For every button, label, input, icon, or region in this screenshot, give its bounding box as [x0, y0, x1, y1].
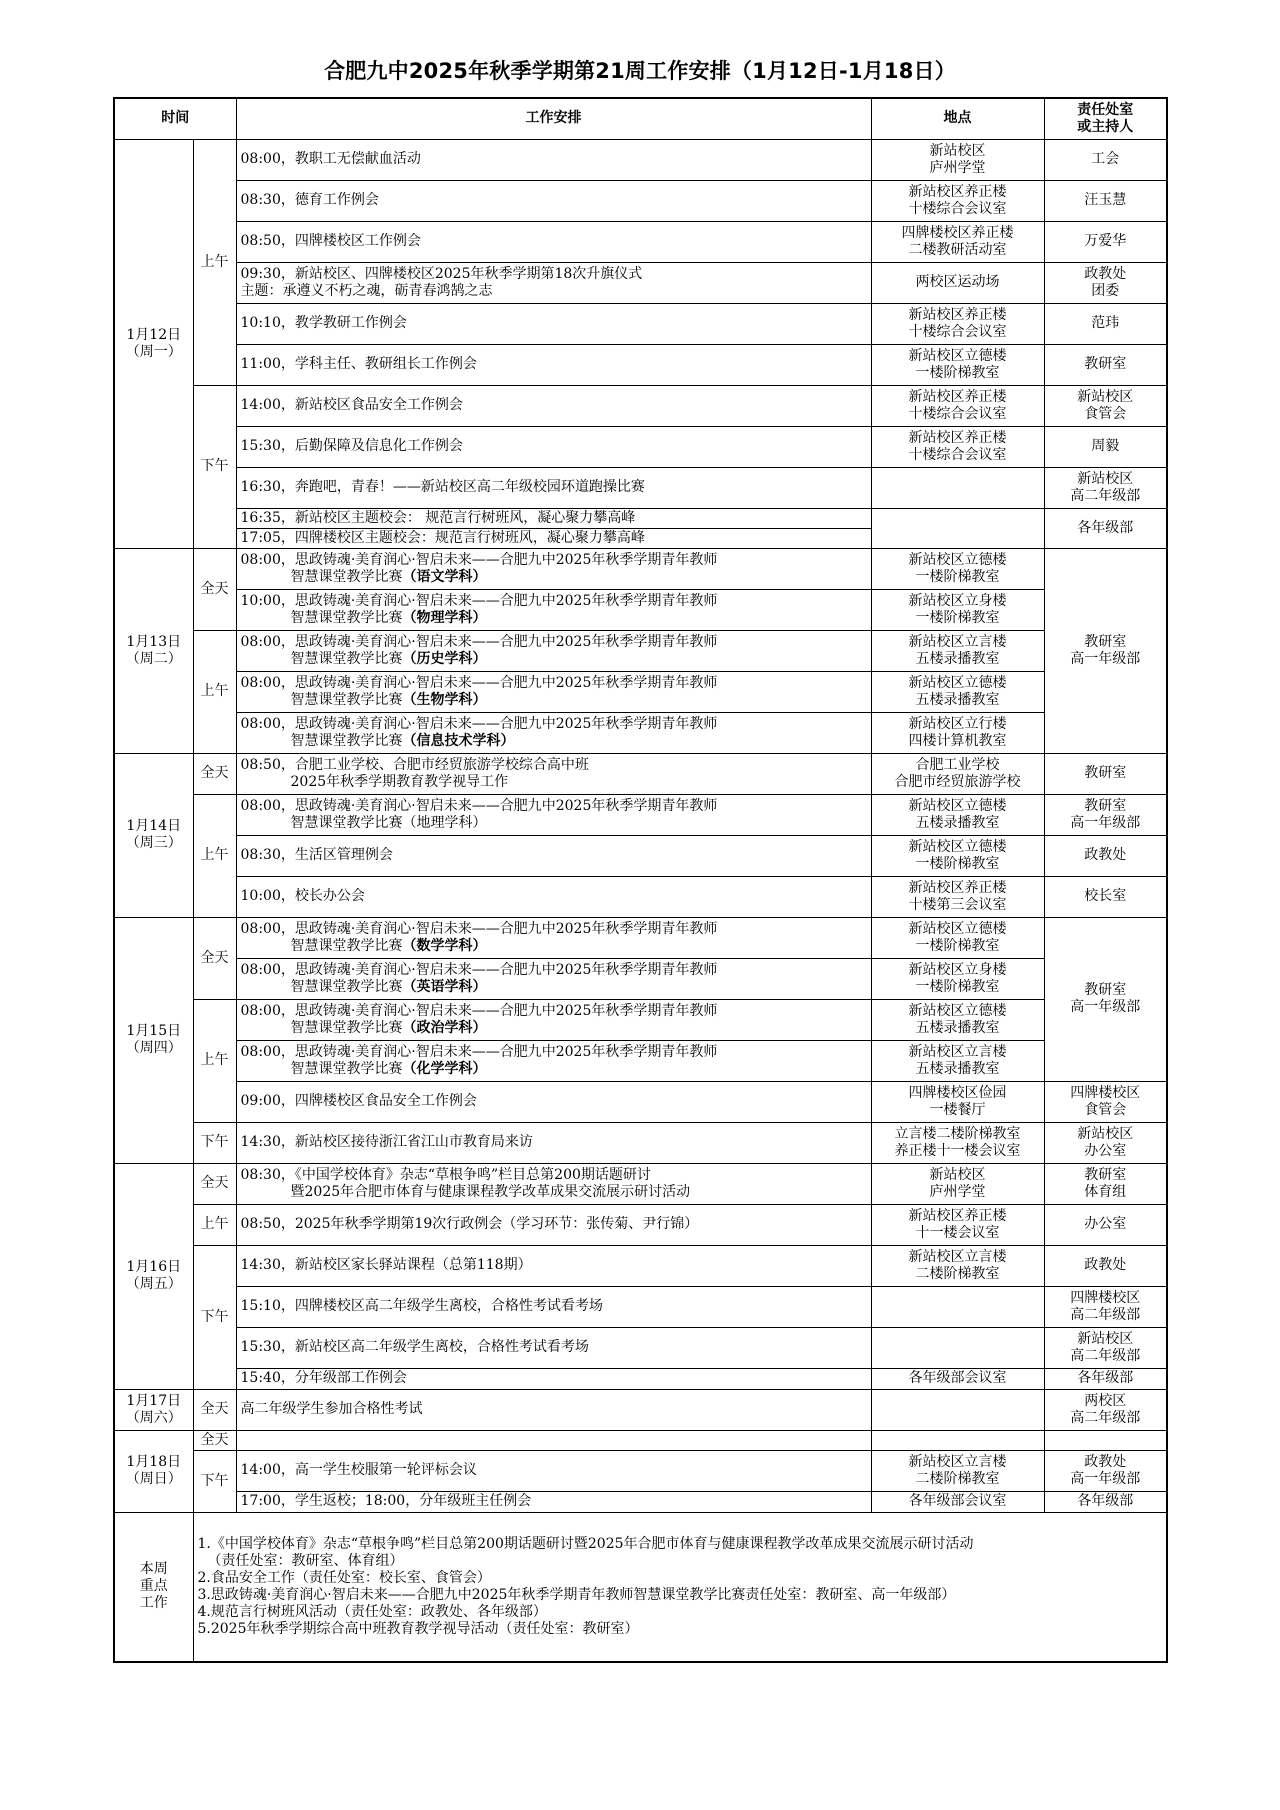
table-row [114, 794, 1167, 835]
task-cell: 15:30，新站校区高二年级学生离校，合格性考试看考场 [236, 1327, 871, 1368]
responsible-cell: 新站校区 高二年级部 [1044, 1327, 1167, 1368]
task-cell: 08:50，四牌楼校区工作例会 [236, 221, 871, 262]
table-row [114, 467, 1167, 508]
task-cell: 14:30，新站校区接待浙江省江山市教育局来访 [236, 1122, 871, 1163]
task-cell: 08:00，思政铸魂·美育润心·智启未来——合肥九中2025年秋季学期青年教师 智慧课堂教学比赛（地理学科） [236, 794, 871, 835]
location-cell: 新站校区立德楼 五楼录播教室 [871, 671, 1044, 712]
table-row [114, 426, 1167, 467]
location-cell: 新站校区立身楼 一楼阶梯教室 [871, 958, 1044, 999]
location-cell: 新站校区立德楼 五楼录播教室 [871, 794, 1044, 835]
table-row [114, 262, 1167, 303]
table-row [114, 1245, 1167, 1286]
location-cell: 合肥工业学校 合肥市经贸旅游学校 [871, 753, 1044, 794]
period-pm: 下午 [193, 1122, 236, 1163]
responsible-cell: 教研室 高一年级部 [1044, 917, 1167, 1081]
day-cell-mon: 1月12日 （周一） [114, 139, 193, 548]
notes-label: 本周 重点 工作 [114, 1512, 193, 1662]
task-cell: 15:10，四牌楼校区高二年级学生离校，合格性考试看考场 [236, 1286, 871, 1327]
responsible-cell: 周毅 [1044, 426, 1167, 467]
note-item: 5.2025年秋季学期综合高中班教育教学视导活动（责任处室：教研室） [197, 1620, 639, 1637]
location-cell: 新站校区 庐州学堂 [871, 1163, 1044, 1204]
header-time: 时间 [114, 98, 236, 139]
table-row [114, 712, 1167, 753]
note-item: 2.食品安全工作（责任处室：校长室、食管会） [197, 1569, 491, 1586]
header-row [114, 98, 1167, 139]
responsible-cell: 各年级部 [1044, 508, 1167, 548]
period-am: 上午 [193, 630, 236, 753]
task-cell: 11:00，学科主任、教研组长工作例会 [236, 344, 871, 385]
responsible-cell: 汪玉慧 [1044, 180, 1167, 221]
task-cell: 08:00，思政铸魂·美育润心·智启未来——合肥九中2025年秋季学期青年教师 智慧课堂教学比赛（政治学科） [236, 999, 871, 1040]
task-cell: 17:00，学生返校；18:00，分年级班主任例会 [236, 1491, 871, 1512]
table-row [114, 1430, 1167, 1450]
note-item-sub: （责任处室：教研室、体育组） [207, 1552, 404, 1569]
table-row [114, 1491, 1167, 1512]
day-cell-sun: 1月18日 （周日） [114, 1430, 193, 1512]
location-cell [871, 508, 1044, 548]
period-pm: 下午 [193, 1245, 236, 1389]
task-cell: 16:35，新站校区主题校会： 规范言行树班风，凝心聚力攀高峰 [236, 508, 871, 528]
day-cell-wed: 1月14日 （周三） [114, 753, 193, 917]
task-cell: 14:30，新站校区家长驿站课程（总第118期） [236, 1245, 871, 1286]
notes-row [114, 1512, 1167, 1662]
task-cell: 高二年级学生参加合格性考试 [236, 1389, 871, 1430]
task-cell: 15:30，后勤保障及信息化工作例会 [236, 426, 871, 467]
table-row [114, 1368, 1167, 1389]
page-title: 合肥九中2025年秋季学期第21周工作安排（1月12日-1月18日） [324, 59, 956, 83]
location-cell: 立言楼二楼阶梯教室 养正楼十一楼会议室 [871, 1122, 1044, 1163]
task-cell: 10:00，校长办公会 [236, 876, 871, 917]
period-allday: 全天 [193, 753, 236, 794]
responsible-cell: 政教处 [1044, 1245, 1167, 1286]
task-cell: 08:30，《中国学校体育》杂志“草根争鸣”栏目总第200期话题研讨 暨2025年合肥市体育与健康课程教学改革成果交流展示研讨活动 [236, 1163, 871, 1204]
table-row [114, 303, 1167, 344]
task-cell: 08:30，生活区管理例会 [236, 835, 871, 876]
table-row [114, 917, 1167, 958]
location-cell: 新站校区养正楼 十楼第三会议室 [871, 876, 1044, 917]
responsible-cell: 教研室 [1044, 344, 1167, 385]
task-cell: 08:00，思政铸魂·美育润心·智启未来——合肥九中2025年秋季学期青年教师 智慧课堂教学比赛（语文学科） [236, 548, 871, 589]
table-row [114, 508, 1167, 528]
location-cell: 新站校区养正楼 十楼综合会议室 [871, 303, 1044, 344]
location-cell: 新站校区立德楼 一楼阶梯教室 [871, 835, 1044, 876]
note-item: 4.规范言行树班风活动（责任处室：政教处、各年级部） [197, 1603, 547, 1620]
responsible-cell: 四牌楼校区 食管会 [1044, 1081, 1167, 1122]
period-am: 上午 [193, 794, 236, 917]
table-row [114, 958, 1167, 999]
location-cell: 新站校区立言楼 五楼录播教室 [871, 1040, 1044, 1081]
responsible-cell: 四牌楼校区 高二年级部 [1044, 1286, 1167, 1327]
location-cell: 新站校区立行楼 四楼计算机教室 [871, 712, 1044, 753]
table-row [114, 180, 1167, 221]
responsible-cell: 各年级部 [1044, 1491, 1167, 1512]
table-row [114, 139, 1167, 180]
location-cell: 新站校区立身楼 一楼阶梯教室 [871, 589, 1044, 630]
period-allday: 全天 [193, 548, 236, 630]
task-cell: 14:00，新站校区食品安全工作例会 [236, 385, 871, 426]
table-row [114, 221, 1167, 262]
task-cell: 08:00，思政铸魂·美育润心·智启未来——合肥九中2025年秋季学期青年教师 智慧课堂教学比赛（信息技术学科） [236, 712, 871, 753]
location-cell: 两校区运动场 [871, 262, 1044, 303]
table-row [114, 999, 1167, 1040]
task-cell: 08:00，教职工无偿献血活动 [236, 139, 871, 180]
table-row [114, 876, 1167, 917]
table-row [114, 753, 1167, 794]
table-row [114, 671, 1167, 712]
table-row [114, 630, 1167, 671]
task-cell: 08:50，2025年秋季学期第19次行政例会（学习环节：张传菊、尹行锦） [236, 1204, 871, 1245]
responsible-cell: 政教处 高一年级部 [1044, 1450, 1167, 1491]
task-cell: 10:00，思政铸魂·美育润心·智启未来——合肥九中2025年秋季学期青年教师 智慧课堂教学比赛（物理学科） [236, 589, 871, 630]
responsible-cell: 政教处 [1044, 835, 1167, 876]
location-cell: 新站校区立德楼 一楼阶梯教室 [871, 548, 1044, 589]
day-cell-sat: 1月17日 （周六） [114, 1389, 193, 1430]
table-row [114, 1327, 1167, 1368]
location-cell: 新站校区立言楼 二楼阶梯教室 [871, 1450, 1044, 1491]
responsible-cell: 教研室 高一年级部 [1044, 794, 1167, 835]
responsible-cell: 新站校区 高二年级部 [1044, 467, 1167, 508]
task-cell: 08:30，德育工作例会 [236, 180, 871, 221]
location-cell: 新站校区立言楼 五楼录播教室 [871, 630, 1044, 671]
responsible-cell: 万爱华 [1044, 221, 1167, 262]
location-cell [871, 1327, 1044, 1368]
task-cell: 09:30，新站校区、四牌楼校区2025年秋季学期第18次升旗仪式 主题：承遵义不朽之魂，砺青春鸿鹄之志 [236, 262, 871, 303]
table-row [114, 385, 1167, 426]
table-row [114, 1450, 1167, 1491]
location-cell [871, 467, 1044, 508]
responsible-cell: 两校区 高二年级部 [1044, 1389, 1167, 1430]
location-cell: 新站校区立德楼 一楼阶梯教室 [871, 344, 1044, 385]
responsible-cell [1044, 1430, 1167, 1450]
schedule-table [113, 97, 1168, 1663]
responsible-cell: 办公室 [1044, 1204, 1167, 1245]
location-cell [871, 1430, 1044, 1450]
header-responsible: 责任处室 或主持人 [1044, 98, 1167, 139]
responsible-cell: 教研室 高一年级部 [1044, 548, 1167, 753]
day-cell-thu: 1月15日 （周四） [114, 917, 193, 1163]
location-cell: 新站校区立德楼 一楼阶梯教室 [871, 917, 1044, 958]
period-am: 上午 [193, 139, 236, 385]
note-item: 1.《中国学校体育》杂志“草根争鸣”栏目总第200期话题研讨暨2025年合肥市体育与健康课程教学改革成果交流展示研讨活动 [197, 1535, 974, 1552]
responsible-cell: 各年级部 [1044, 1368, 1167, 1389]
table-row [114, 1040, 1167, 1081]
responsible-cell: 政教处 团委 [1044, 262, 1167, 303]
period-pm: 下午 [193, 1450, 236, 1512]
location-cell: 新站校区 庐州学堂 [871, 139, 1044, 180]
period-allday: 全天 [193, 917, 236, 999]
location-cell: 新站校区养正楼 十楼综合会议室 [871, 385, 1044, 426]
header-task: 工作安排 [236, 98, 871, 139]
period-pm: 下午 [193, 385, 236, 548]
task-cell: 08:00，思政铸魂·美育润心·智启未来——合肥九中2025年秋季学期青年教师 智慧课堂教学比赛（历史学科） [236, 630, 871, 671]
table-row [114, 548, 1167, 589]
location-cell [871, 1389, 1044, 1430]
responsible-cell: 范玮 [1044, 303, 1167, 344]
table-row [114, 1204, 1167, 1245]
task-cell: 17:05，四牌楼校区主题校会：规范言行树班风，凝心聚力攀高峰 [236, 528, 871, 548]
location-cell: 新站校区立德楼 五楼录播教室 [871, 999, 1044, 1040]
responsible-cell: 工会 [1044, 139, 1167, 180]
location-cell: 各年级部会议室 [871, 1368, 1044, 1389]
task-cell: 08:50，合肥工业学校、合肥市经贸旅游学校综合高中班 2025年秋季学期教育教学视导工作 [236, 753, 871, 794]
task-cell: 08:00，思政铸魂·美育润心·智启未来——合肥九中2025年秋季学期青年教师 智慧课堂教学比赛（化学学科） [236, 1040, 871, 1081]
period-am: 上午 [193, 999, 236, 1122]
location-cell: 各年级部会议室 [871, 1491, 1044, 1512]
table-row [114, 1286, 1167, 1327]
table-row [114, 344, 1167, 385]
location-cell: 新站校区养正楼 十楼综合会议室 [871, 180, 1044, 221]
location-cell [871, 1286, 1044, 1327]
task-cell [236, 1430, 871, 1450]
responsible-cell: 教研室 体育组 [1044, 1163, 1167, 1204]
day-cell-fri: 1月16日 （周五） [114, 1163, 193, 1389]
responsible-cell: 校长室 [1044, 876, 1167, 917]
responsible-cell: 教研室 [1044, 753, 1167, 794]
task-cell: 16:30，奔跑吧，青春！——新站校区高二年级校园环道跑操比赛 [236, 467, 871, 508]
task-cell: 08:00，思政铸魂·美育润心·智启未来——合肥九中2025年秋季学期青年教师 智慧课堂教学比赛（生物学科） [236, 671, 871, 712]
task-cell: 10:10，教学教研工作例会 [236, 303, 871, 344]
task-cell: 14:00，高一学生校服第一轮评标会议 [236, 1450, 871, 1491]
location-cell: 四牌楼校区俭园 一楼餐厅 [871, 1081, 1044, 1122]
responsible-cell: 新站校区 办公室 [1044, 1122, 1167, 1163]
location-cell: 新站校区养正楼 十楼综合会议室 [871, 426, 1044, 467]
table-row [114, 1122, 1167, 1163]
period-allday: 全天 [193, 1430, 236, 1450]
note-item: 3.思政铸魂·美育润心·智启未来——合肥九中2025年秋季学期青年教师智慧课堂教学比赛责任处室：教研室、高一年级部） [197, 1586, 956, 1603]
period-allday: 全天 [193, 1163, 236, 1204]
task-cell: 15:40，分年级部工作例会 [236, 1368, 871, 1389]
responsible-cell: 新站校区 食管会 [1044, 385, 1167, 426]
period-am: 上午 [193, 1204, 236, 1245]
table-row [114, 1081, 1167, 1122]
table-row [114, 1163, 1167, 1204]
location-cell: 新站校区养正楼 十一楼会议室 [871, 1204, 1044, 1245]
table-row [114, 589, 1167, 630]
table-row [114, 1389, 1167, 1430]
table-row [114, 835, 1167, 876]
notes-content [193, 1512, 1167, 1662]
location-cell: 四牌楼校区养正楼 二楼教研活动室 [871, 221, 1044, 262]
day-cell-tue: 1月13日 （周二） [114, 548, 193, 753]
task-cell: 08:00，思政铸魂·美育润心·智启未来——合肥九中2025年秋季学期青年教师 智慧课堂教学比赛（英语学科） [236, 958, 871, 999]
location-cell: 新站校区立言楼 二楼阶梯教室 [871, 1245, 1044, 1286]
task-cell: 09:00，四牌楼校区食品安全工作例会 [236, 1081, 871, 1122]
header-location: 地点 [871, 98, 1044, 139]
task-cell: 08:00，思政铸魂·美育润心·智启未来——合肥九中2025年秋季学期青年教师 智慧课堂教学比赛（数学学科） [236, 917, 871, 958]
period-allday: 全天 [193, 1389, 236, 1430]
